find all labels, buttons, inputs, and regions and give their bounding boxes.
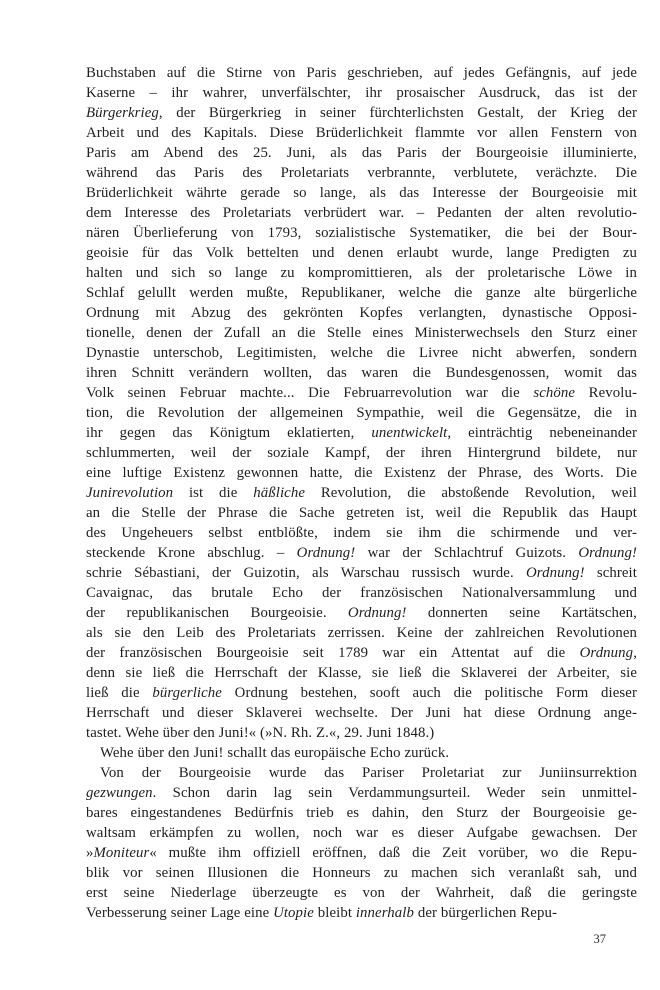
text-line <box>86 143 637 163</box>
text-line <box>86 703 637 723</box>
emphasized-text: innerhalb <box>355 905 415 921</box>
emphasized-text: unentwickelt <box>371 425 448 441</box>
body-text: Cavaignac, das brutale Echo der französischen Nationalversammlung und <box>86 585 637 601</box>
text-line <box>86 283 637 303</box>
text-line <box>86 323 637 343</box>
emphasized-text: häßliche <box>253 485 306 501</box>
body-text: steckende Krone abschlug. – <box>86 545 297 561</box>
emphasized-text: schöne <box>533 385 576 401</box>
text-line <box>86 243 637 263</box>
text-line <box>86 863 637 883</box>
body-text: war der Schlachtruf Guizots. <box>355 545 579 561</box>
text-line <box>86 203 637 223</box>
text-line <box>86 363 637 383</box>
body-text: ließ die <box>86 685 153 701</box>
text-line <box>86 383 637 403</box>
text-line <box>86 823 637 843</box>
emphasized-text: Utopie <box>273 905 314 921</box>
emphasized-text: gezwungen <box>86 785 153 801</box>
body-text: Brüderlichkeit währte gerade so lange, als das Interesse der Bourgeoisie mit <box>86 185 637 201</box>
text-line <box>86 723 637 743</box>
text-line <box>86 423 637 443</box>
text-line <box>86 543 637 563</box>
page-number: 37 <box>593 932 606 946</box>
text-line <box>86 103 637 123</box>
body-text: , <box>633 645 637 661</box>
text-line <box>86 643 637 663</box>
emphasized-text: Ordnung! <box>578 545 637 561</box>
body-text: denn sie ließ die Herrschaft der Klasse, sie ließ die Sklaverei der Arbeiter, sie <box>86 665 637 681</box>
emphasized-text: Bürgerkrieg <box>86 105 159 121</box>
emphasized-text: Ordnung! <box>347 605 407 621</box>
body-text: bleibt <box>313 905 356 921</box>
text-line <box>86 883 637 903</box>
body-text: Revolution, die abstoßende Revolution, weil <box>305 485 638 501</box>
emphasized-text: Junirevolution <box>86 485 174 501</box>
body-text: Buchstaben auf die Stirne von Paris geschrieben, auf jedes Gefängnis, auf jede <box>86 65 637 81</box>
text-line <box>86 903 637 923</box>
text-line <box>86 583 637 603</box>
body-text: Paris am Abend des 25. Juni, als das Paris der Bourgeoisie illuminierte, <box>86 145 637 161</box>
text-line <box>86 483 637 503</box>
body-text: tionelle, denen der Zufall an die Stelle eines Ministerwechsels den Sturz einer <box>86 325 637 341</box>
body-text: Von der Bourgeoisie wurde das Pariser Proletariat zur Juniinsurrektion <box>100 765 637 781</box>
body-text: ihren Schnitt verändern wollten, das waren die Bundesgenossen, womit das <box>86 365 637 381</box>
text-line <box>86 463 637 483</box>
text-block <box>86 63 637 923</box>
text-line <box>86 183 637 203</box>
body-text: ist die <box>173 485 254 501</box>
body-text: der bürgerlichen Repu- <box>414 905 557 921</box>
body-text: des Ungeheuers selbst entblößte, indem sie ihm die schirmende und ver- <box>86 525 637 541</box>
body-text: waltsam erkämpfen zu wollen, noch war es dieser Aufgabe gewachsen. Der <box>86 825 637 841</box>
text-line <box>86 603 637 623</box>
body-text: . Schon darin lag sein Verdammungsurteil. Weder sein unmittel- <box>152 785 637 801</box>
text-line <box>86 763 637 783</box>
emphasized-text: bürgerliche <box>152 685 222 701</box>
body-text: schreit <box>584 565 637 581</box>
body-text: Verbesserung seiner Lage eine <box>86 905 274 921</box>
text-line <box>86 663 637 683</box>
body-text: an die Stelle der Phrase die Sache getreten ist, weil die Republik das Haupt <box>86 505 637 521</box>
emphasized-text: Ordnung! <box>296 545 356 561</box>
body-text: schrie Sébastiani, der Guizotin, als Warschau russisch wurde. <box>86 565 526 581</box>
text-line <box>86 223 637 243</box>
text-line <box>86 523 637 543</box>
body-text: blik vor seinen Illusionen die Honneurs zu machen sich veranlaßt sah, und <box>86 865 637 881</box>
emphasized-text: Moniteur <box>93 845 150 861</box>
body-text: » <box>86 845 94 861</box>
body-text: donnerten seine Kartätschen, <box>406 605 637 621</box>
body-text: , der Bürgerkrieg in seiner fürchterlichsten Gestalt, der Krieg der <box>158 105 637 121</box>
body-text: halten und sich so lange zu kompromittieren, als der proletarische Löwe in <box>86 265 637 281</box>
body-text: der republikanischen Bourgeoisie. <box>86 605 348 621</box>
body-text: Kaserne – ihr wahrer, unverfälschter, ihr prosaischer Ausdruck, das ist der <box>86 85 637 101</box>
text-line <box>86 743 637 763</box>
body-text: tion, die Revolution der allgemeinen Sympathie, weil die Gegensätze, die in <box>86 405 637 421</box>
body-text: Ordnung bestehen, sooft auch die politische Form dieser <box>221 685 637 701</box>
body-text: bares eingestandenes Bedürfnis trieb es dahin, den Sturz der Bourgeoisie ge- <box>86 805 637 821</box>
body-text: während das Paris des Proletariats verbrannte, verblutete, verächzte. Die <box>86 165 637 181</box>
text-line <box>86 63 637 83</box>
body-text: eine luftige Existenz gewonnen hatte, die Existenz der Phrase, des Worts. Die <box>86 465 637 481</box>
body-text: der französischen Bourgeoisie seit 1789 war ein Attentat auf die <box>86 645 580 661</box>
text-line <box>86 303 637 323</box>
text-line <box>86 683 637 703</box>
body-text: Revolu- <box>575 385 637 401</box>
body-text: dem Interesse des Proletariats verbrüdert war. – Pedanten der alten revolutio- <box>86 205 637 221</box>
body-text: als sie den Leib des Proletariats zerrissen. Keine der zahlreichen Revolutionen <box>86 625 637 641</box>
body-text: tastet. Wehe über den Juni!« (»N. Rh. Z.«, 29. Juni 1848.) <box>86 725 435 741</box>
body-text: Ordnung mit Abzug des gekrönten Kopfes verlangten, dynastische Opposi- <box>86 305 637 321</box>
text-line <box>86 563 637 583</box>
emphasized-text: Ordnung! <box>525 565 585 581</box>
text-line <box>86 163 637 183</box>
body-text: ihr gegen das Königtum eklatierten, <box>86 425 372 441</box>
text-line <box>86 123 637 143</box>
body-text: schlummerten, weil der soziale Kampf, der ihren Hintergrund bildete, nur <box>86 445 637 461</box>
text-line <box>86 263 637 283</box>
body-text: Schlaf gelullt werden mußte, Republikaner, welche die ganze alte bürgerliche <box>86 285 637 301</box>
body-text: Herrschaft und dieser Sklaverei wechselte. Der Juni hat diese Ordnung ange- <box>86 705 637 721</box>
text-line <box>86 443 637 463</box>
text-line <box>86 403 637 423</box>
body-text: geoisie für das Volk bettelten und denen erlaubt wurde, lange Predigten zu <box>86 245 637 261</box>
body-text: Dynastie unterschob, Legitimisten, welche die Livree nicht abwerfen, sondern <box>86 345 637 361</box>
text-line <box>86 343 637 363</box>
emphasized-text: Ordnung <box>579 645 634 661</box>
body-text: Wehe über den Juni! schallt das europäische Echo zurück. <box>100 745 450 761</box>
body-text: « mußte ihm offiziell eröffnen, daß die Zeit vorüber, wo die Repu- <box>149 845 637 861</box>
body-text: , einträchtig nebeneinander <box>447 425 637 441</box>
text-line <box>86 803 637 823</box>
body-text: Arbeit und des Kapitals. Diese Brüderlichkeit flammte vor allen Fenstern von <box>86 125 637 141</box>
body-text: nären Überlieferung von 1793, sozialistische Systematiker, die bei der Bour- <box>86 225 637 241</box>
text-line <box>86 843 637 863</box>
text-line <box>86 83 637 103</box>
text-line <box>86 783 637 803</box>
body-text: erst seine Niederlage überzeugte es von der Wahrheit, daß die geringste <box>86 885 637 901</box>
body-text: Volk seinen Februar machte... Die Februarrevolution war die <box>86 385 534 401</box>
text-line <box>86 503 637 523</box>
text-line <box>86 623 637 643</box>
